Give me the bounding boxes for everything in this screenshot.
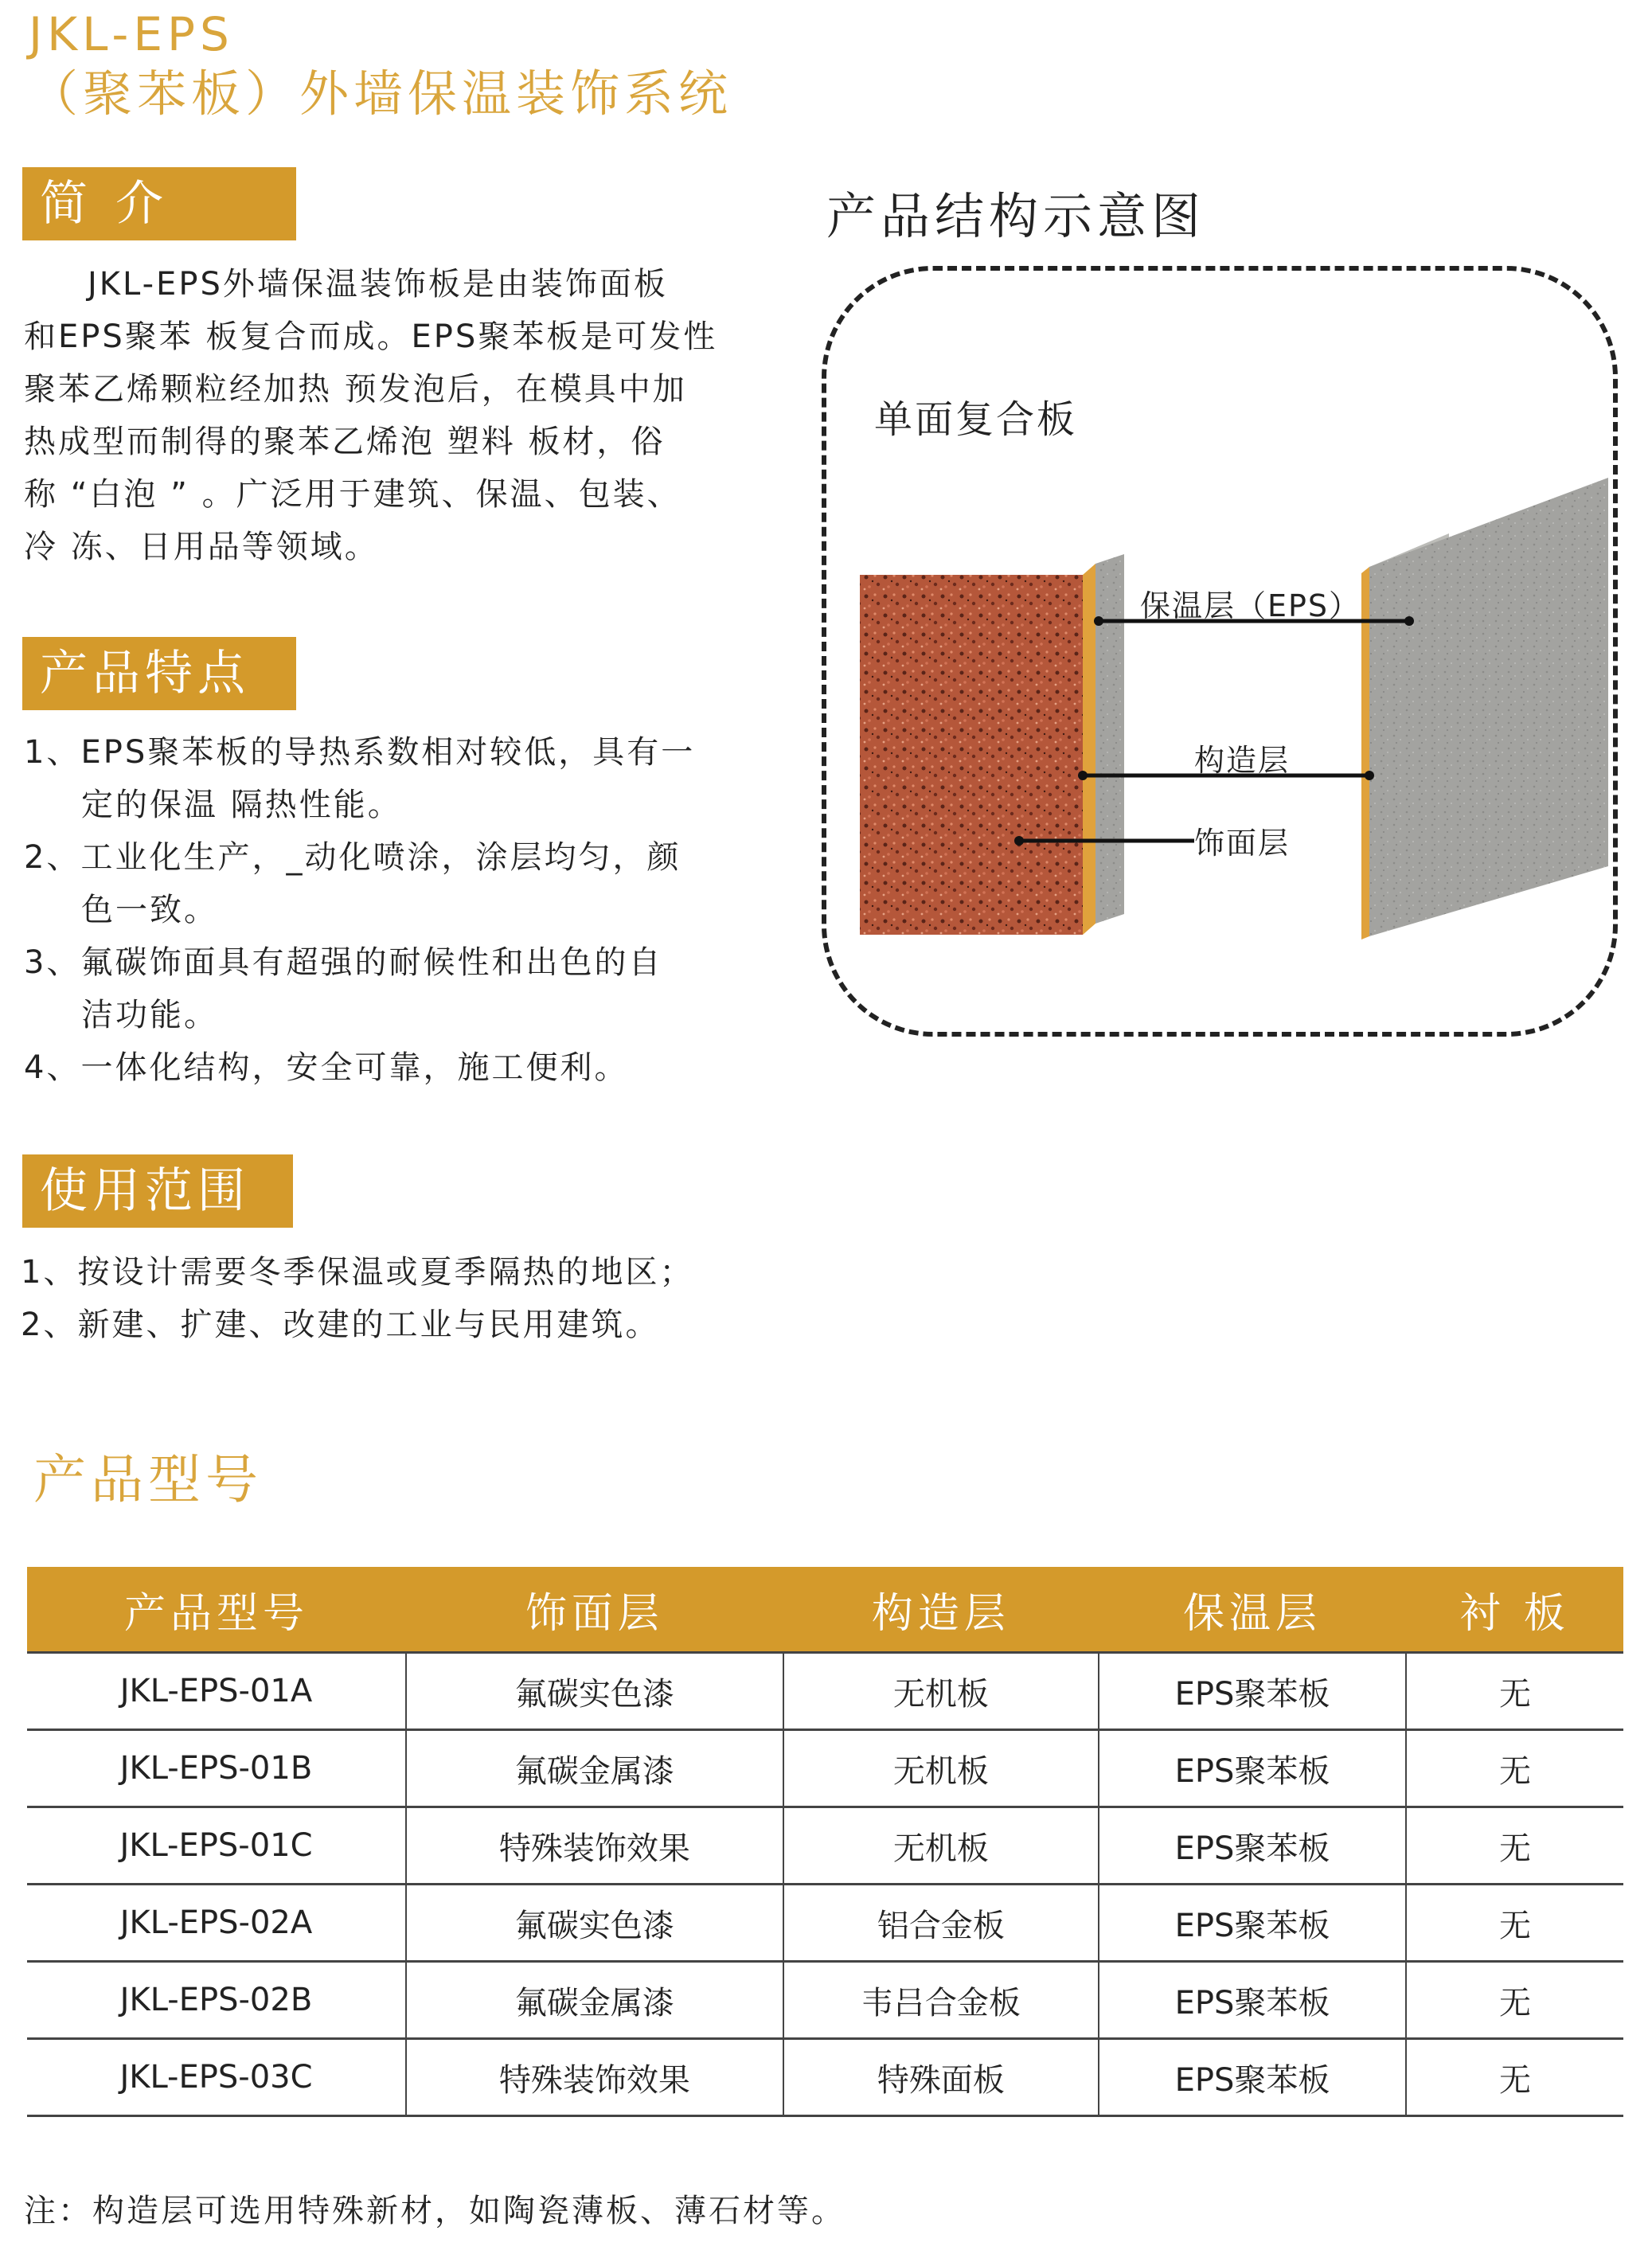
- cell-lining: 无: [1406, 1653, 1623, 1730]
- intro-line: JKL-EPS外墙保温装饰板是由装饰面板: [88, 266, 668, 303]
- col-header-lining: 衬 板: [1406, 1567, 1623, 1653]
- usage-item-1: 1、按设计需要冬季保温或夏季隔热的地区；: [21, 1254, 694, 1291]
- leader-dot: [1094, 616, 1103, 626]
- cell-insulation: EPS聚苯板: [1099, 2039, 1406, 2116]
- cell-facing: 特殊装饰效果: [406, 1807, 783, 1885]
- panel-illustration: [844, 478, 1608, 955]
- cell-facing: 氟碳实色漆: [406, 1885, 783, 1962]
- models-heading: 产品型号: [33, 1449, 263, 1510]
- diagram-title: 产品结构示意图: [826, 187, 1206, 245]
- cell-lining: 无: [1406, 1730, 1623, 1807]
- col-header-facing: 饰面层: [406, 1567, 783, 1653]
- feature-item-3-cont: 洁功能。: [81, 997, 218, 1033]
- layer-label-insulation: 保温层（EPS）: [1140, 588, 1361, 623]
- features-list: [24, 726, 695, 1094]
- table-row: [27, 1885, 1623, 1962]
- cell-structure: 韦吕合金板: [783, 1962, 1099, 2039]
- cell-facing: 氟碳金属漆: [406, 1730, 783, 1807]
- feature-item-1: 1、EPS聚苯板的导热系数相对较低，具有一: [24, 734, 696, 771]
- feature-item-3: 3、氟碳饰面具有超强的耐候性和出色的自: [24, 944, 663, 981]
- layer-label-structure: 构造层: [1194, 743, 1291, 778]
- cell-insulation: EPS聚苯板: [1099, 1807, 1406, 1885]
- usage-list: [21, 1246, 693, 1351]
- cell-facing: 氟碳金属漆: [406, 1962, 783, 2039]
- intro-line: 聚苯乙烯颗粒经加热 预发泡后，在模具中加: [24, 371, 687, 408]
- usage-heading: 使用范围: [22, 1154, 293, 1228]
- leader-dot: [1014, 836, 1024, 846]
- cell-insulation: EPS聚苯板: [1099, 1962, 1406, 2039]
- leader-dot: [1365, 771, 1374, 780]
- page-title-line1: JKL-EPS: [29, 7, 234, 61]
- cell-facing: 特殊装饰效果: [406, 2039, 783, 2116]
- leader-dot: [1078, 771, 1088, 780]
- cell-structure: 特殊面板: [783, 2039, 1099, 2116]
- cell-model: JKL-EPS-03C: [27, 2039, 406, 2116]
- intro-line: 和EPS聚苯 板复合而成。EPS聚苯板是可发性: [24, 318, 718, 355]
- cell-structure: 无机板: [783, 1807, 1099, 1885]
- cell-model: JKL-EPS-01A: [27, 1653, 406, 1730]
- layer-label-facing: 饰面层: [1194, 826, 1291, 861]
- table-row: [27, 1730, 1623, 1807]
- cell-insulation: EPS聚苯板: [1099, 1653, 1406, 1730]
- table-row: [27, 2039, 1623, 2116]
- table-row: [27, 1653, 1623, 1730]
- page-title-line2: （聚苯板）外墙保温装饰系统: [29, 64, 733, 123]
- cell-lining: 无: [1406, 2039, 1623, 2116]
- usage-item-2: 2、新建、扩建、改建的工业与民用建筑。: [21, 1307, 660, 1343]
- cell-facing: 氟碳实色漆: [406, 1653, 783, 1730]
- feature-item-2-cont: 色一致。: [81, 892, 218, 928]
- features-heading: 产品特点: [22, 637, 296, 710]
- intro-line: 热成型而制得的聚苯乙烯泡 塑料 板材，俗: [24, 424, 666, 460]
- eps-side-left: [1095, 554, 1124, 924]
- intro-line: 称 “白泡 ” 。广泛用于建筑、保温、包装、: [24, 476, 681, 513]
- table-header-row: [27, 1567, 1623, 1653]
- cell-insulation: EPS聚苯板: [1099, 1730, 1406, 1807]
- footnote: 注：构造层可选用特殊新材，如陶瓷薄板、薄石材等。: [24, 2193, 846, 2229]
- cell-structure: 铝合金板: [783, 1885, 1099, 1962]
- cell-structure: 无机板: [783, 1653, 1099, 1730]
- left-panel: [860, 554, 1124, 935]
- feature-item-4: 4、一体化结构，安全可靠，施工便利。: [24, 1049, 629, 1086]
- col-header-model: 产品型号: [27, 1567, 406, 1653]
- panel-label: 单面复合板: [874, 397, 1078, 442]
- cell-lining: 无: [1406, 1962, 1623, 2039]
- intro-heading: 简 介: [22, 167, 296, 240]
- models-table: [27, 1567, 1623, 2117]
- cell-lining: 无: [1406, 1885, 1623, 1962]
- cell-lining: 无: [1406, 1807, 1623, 1885]
- intro-text: [24, 258, 717, 573]
- cell-model: JKL-EPS-02B: [27, 1962, 406, 2039]
- table-row: [27, 1962, 1623, 2039]
- granite-face: [860, 575, 1083, 935]
- cell-insulation: EPS聚苯板: [1099, 1885, 1406, 1962]
- col-header-insulation: 保温层: [1099, 1567, 1406, 1653]
- cell-model: JKL-EPS-01C: [27, 1807, 406, 1885]
- feature-item-2: 2、工业化生产，_动化喷涂，涂层均匀，颜: [24, 839, 681, 876]
- cell-model: JKL-EPS-02A: [27, 1885, 406, 1962]
- leader-dot: [1404, 616, 1414, 626]
- table-row: [27, 1807, 1623, 1885]
- eps-face-right: [1369, 478, 1608, 936]
- feature-item-1-cont: 定的保温 隔热性能。: [81, 787, 402, 823]
- right-panel: [1361, 478, 1608, 939]
- cell-structure: 无机板: [783, 1730, 1099, 1807]
- cell-model: JKL-EPS-01B: [27, 1730, 406, 1807]
- intro-line: 冷 冻、日用品等领域。: [24, 529, 379, 565]
- structure-edge-left: [1083, 564, 1095, 935]
- col-header-structure: 构造层: [783, 1567, 1099, 1653]
